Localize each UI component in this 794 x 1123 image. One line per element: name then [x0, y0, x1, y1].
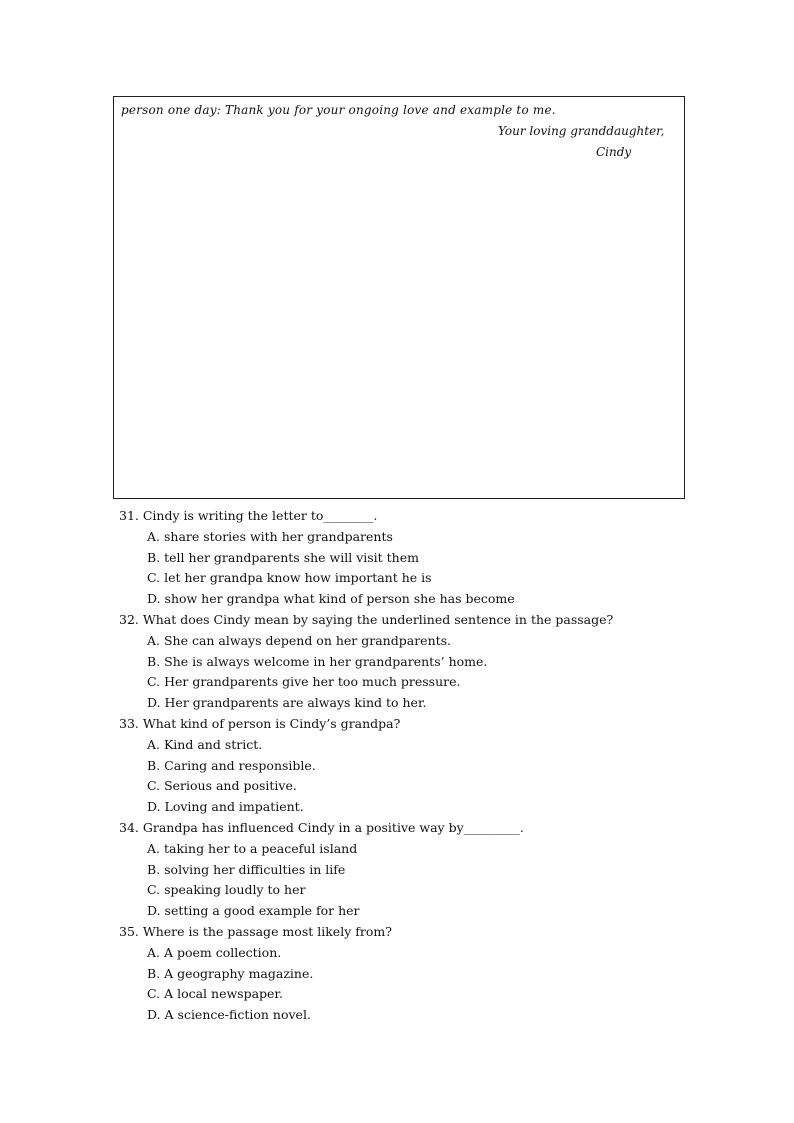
option-d: D. setting a good example for her: [147, 903, 360, 919]
option-b: B. tell her grandparents she will visit them: [147, 549, 419, 565]
letter-box: [113, 96, 685, 499]
option-c: C. A local newspaper.: [147, 986, 284, 1002]
option-d: D. Her grandparents are always kind to her.: [147, 695, 427, 711]
letter-line: person one day: Thank you for your ongoing love and example to me.: [121, 103, 556, 117]
question-32: [119, 610, 679, 714]
option-a: A. share stories with her grandparents: [147, 528, 393, 544]
question-31: [119, 506, 679, 610]
question-stem: 34. Grandpa has influenced Cindy in a positive way by_________.: [119, 819, 524, 835]
letter-signature: Cindy: [596, 145, 632, 159]
question-35: [119, 922, 679, 1026]
option-a: A. taking her to a peaceful island: [147, 840, 358, 856]
option-b: B. Caring and responsible.: [147, 757, 316, 773]
option-b: B. She is always welcome in her grandparents’ home.: [147, 653, 488, 669]
option-c: C. Her grandparents give her too much pressure.: [147, 674, 461, 690]
option-c: C. let her grandpa know how important he is: [147, 570, 432, 586]
option-c: C. Serious and positive.: [147, 778, 297, 794]
option-b: B. A geography magazine.: [147, 965, 314, 981]
question-stem: 33. What kind of person is Cindy’s grandpa?: [119, 715, 401, 731]
option-d: D. show her grandpa what kind of person she has become: [147, 591, 515, 607]
option-d: D. Loving and impatient.: [147, 799, 304, 815]
question-stem: 31. Cindy is writing the letter to________.: [119, 508, 378, 523]
letter-closing: Your loving granddaughter,: [498, 124, 665, 138]
question-33: [119, 714, 679, 818]
question-list: [119, 506, 679, 1026]
question-stem: 32. What does Cindy mean by saying the underlined sentence in the passage?: [119, 611, 614, 627]
option-a: A. She can always depend on her grandparents.: [147, 632, 452, 648]
option-b: B. solving her difficulties in life: [147, 861, 346, 877]
option-c: C. speaking loudly to her: [147, 882, 306, 898]
option-a: A. Kind and strict.: [147, 736, 263, 752]
option-d: D. A science-fiction novel.: [147, 1007, 311, 1023]
option-a: A. A poem collection.: [147, 944, 282, 960]
question-stem: 35. Where is the passage most likely from?: [119, 923, 392, 939]
question-34: [119, 818, 679, 922]
